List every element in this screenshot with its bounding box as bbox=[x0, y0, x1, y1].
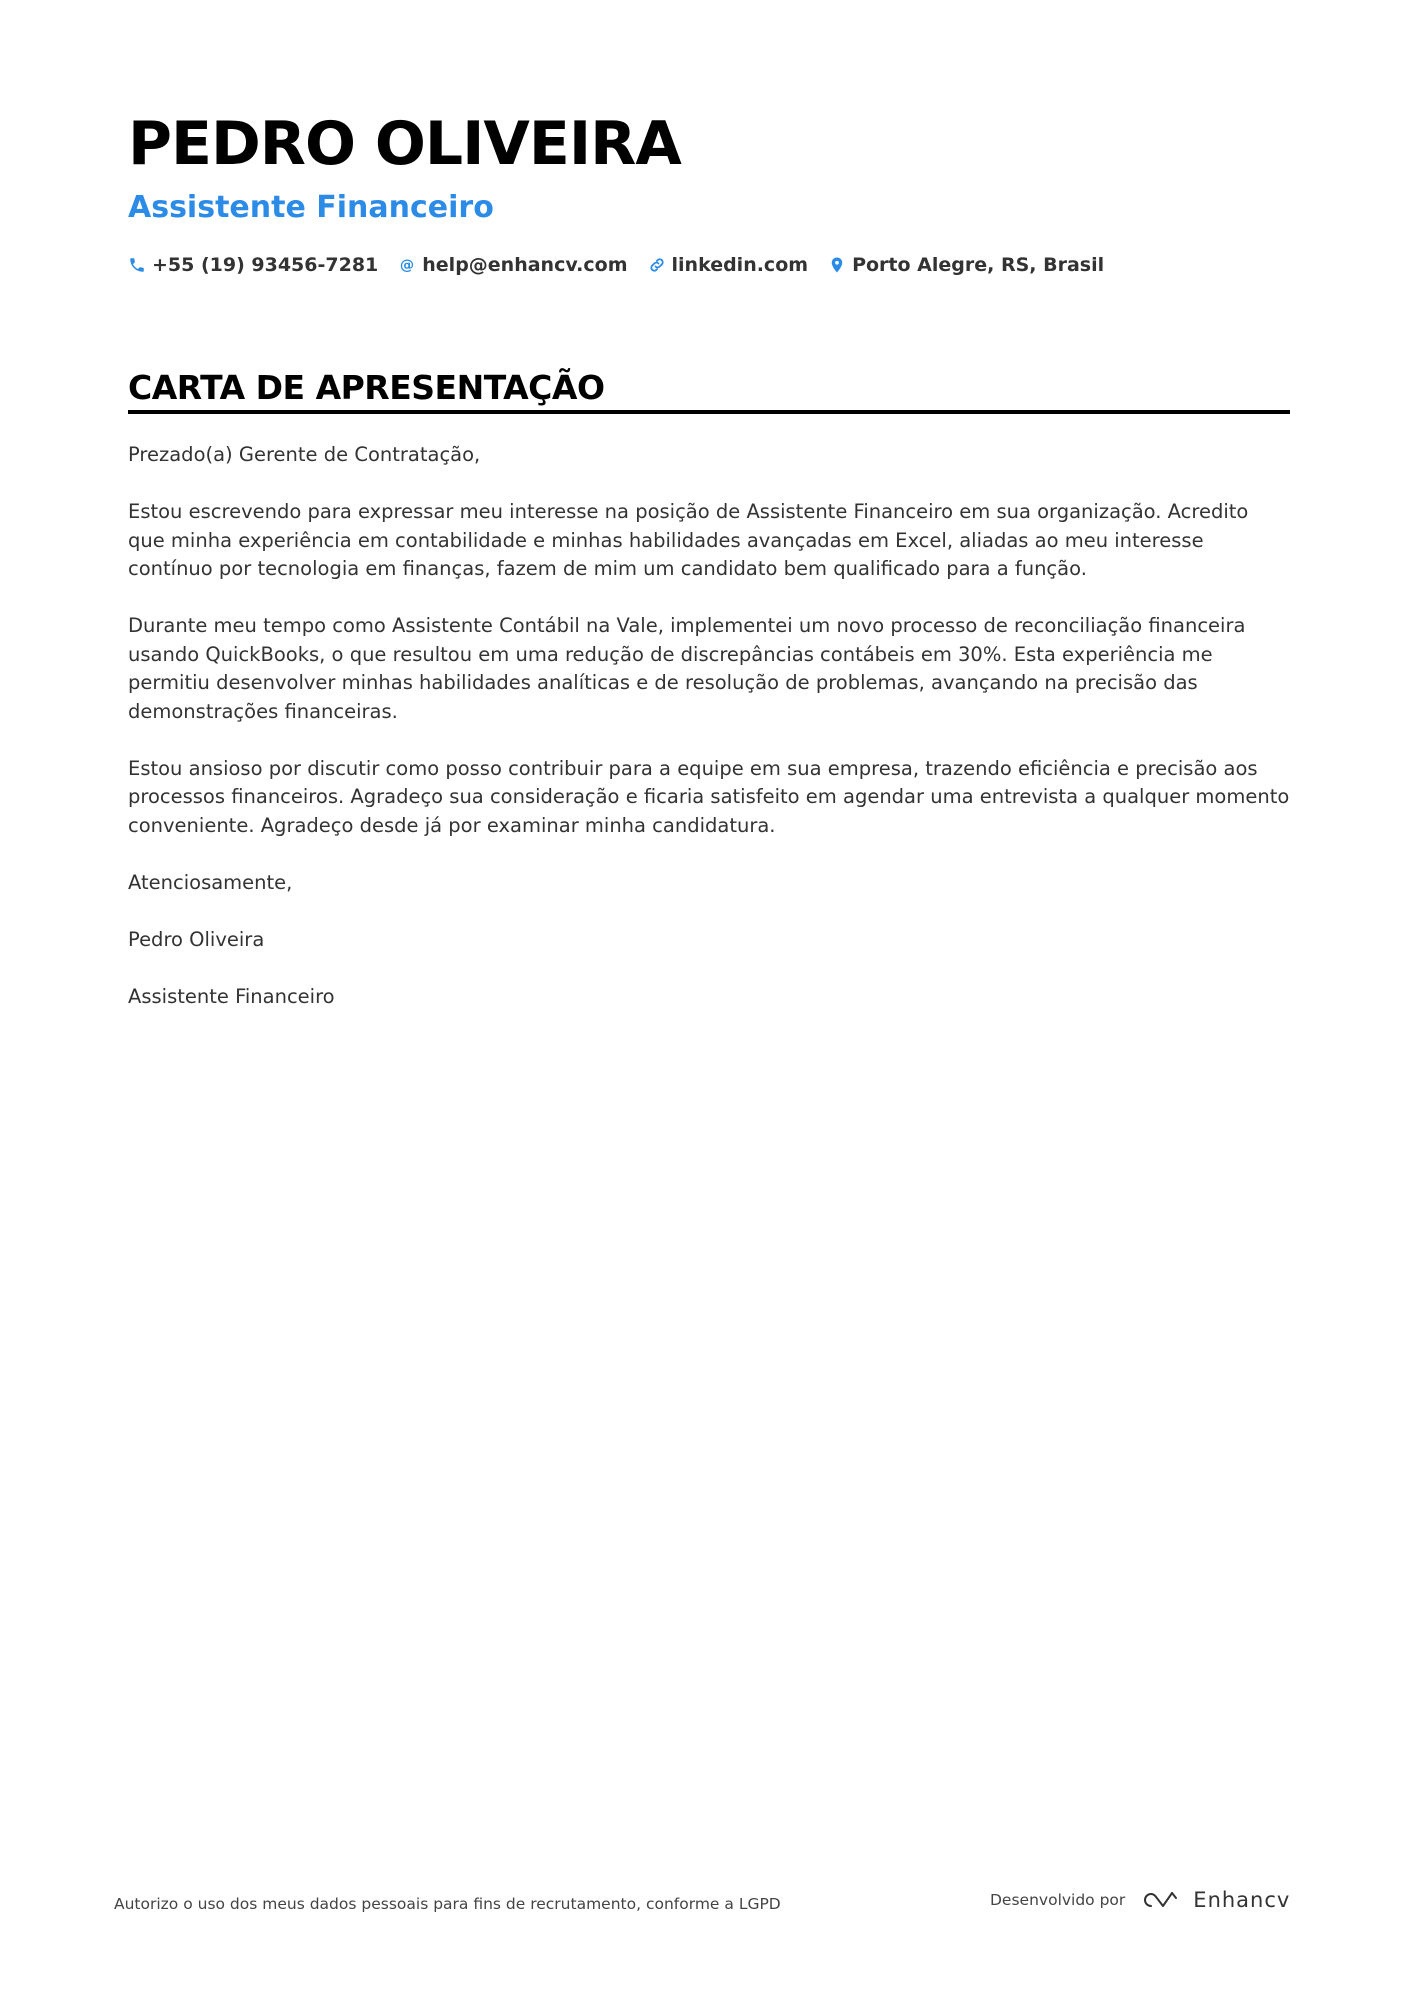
signature-name: Pedro Oliveira bbox=[128, 927, 265, 951]
enhancv-logo-icon bbox=[1137, 1888, 1185, 1912]
consent-notice: Autorizo o uso dos meus dados pessoais para fins de recrutamento, conforme a LGPD bbox=[114, 1895, 781, 1913]
contact-linkedin[interactable] bbox=[648, 254, 809, 276]
svg-text:@: @ bbox=[400, 257, 415, 274]
letter-closing: Atenciosamente, bbox=[128, 870, 293, 894]
contact-location-text: Porto Alegre, RS, Brasil bbox=[852, 254, 1105, 276]
contact-bar bbox=[128, 254, 1124, 276]
letter-salutation: Prezado(a) Gerente de Contratação, bbox=[128, 443, 481, 466]
section-title: CARTA DE APRESENTAÇÃO bbox=[128, 368, 605, 407]
letter-paragraph: Estou escrevendo para expressar meu interesse na posição de Assistente Financeiro em sua organização. Acredito que minha experiência em contabilidade e minhas habilidades avançadas em Excel, aliadas ao meu interesse contínuo por tecnologia em finanças, fazem de mim um candidato bem qualificado para a função. bbox=[128, 500, 1249, 580]
at-icon bbox=[398, 256, 416, 274]
contact-linkedin-text: linkedin.com bbox=[671, 254, 809, 276]
brand-name: Enhancv bbox=[1193, 1888, 1291, 1912]
letter-paragraph: Estou ansioso por discutir como posso contribuir para a equipe em sua empresa, trazendo eficiência e precisão aos processos financeiros. Agradeço sua consideração e ficaria satisfeito em agendar uma entrevista a qualquer momento conveniente. Agradeço desde já por examinar minha candidatura. bbox=[128, 756, 1290, 837]
candidate-title: Assistente Financeiro bbox=[128, 190, 494, 225]
contact-phone-text: +55 (19) 93456-7281 bbox=[152, 254, 379, 276]
candidate-name: PEDRO OLIVEIRA bbox=[128, 109, 681, 179]
enhancv-logo bbox=[1137, 1888, 1290, 1912]
section-divider bbox=[128, 410, 1290, 414]
contact-phone[interactable] bbox=[128, 254, 378, 276]
contact-email[interactable] bbox=[398, 254, 627, 276]
contact-location bbox=[828, 254, 1104, 276]
location-pin-icon bbox=[828, 256, 846, 274]
signature-title: Assistente Financeiro bbox=[128, 984, 335, 1008]
powered-by-label: Desenvolvido por bbox=[990, 1891, 1126, 1909]
powered-by[interactable] bbox=[990, 1888, 1290, 1912]
link-icon bbox=[648, 256, 666, 274]
letter-paragraph: Durante meu tempo como Assistente Contábil na Vale, implementei um novo processo de reconciliação financeira usando QuickBooks, o que resultou em uma redução de discrepâncias contábeis em 30%. Esta experiência me permitiu desenvolver minhas habilidades analíticas e de resolução de problemas, avançando na precisão das demonstrações financeiras. bbox=[128, 614, 1246, 723]
letter-body bbox=[128, 441, 1290, 1040]
phone-icon bbox=[128, 256, 146, 274]
contact-email-text: help@enhancv.com bbox=[422, 254, 628, 276]
